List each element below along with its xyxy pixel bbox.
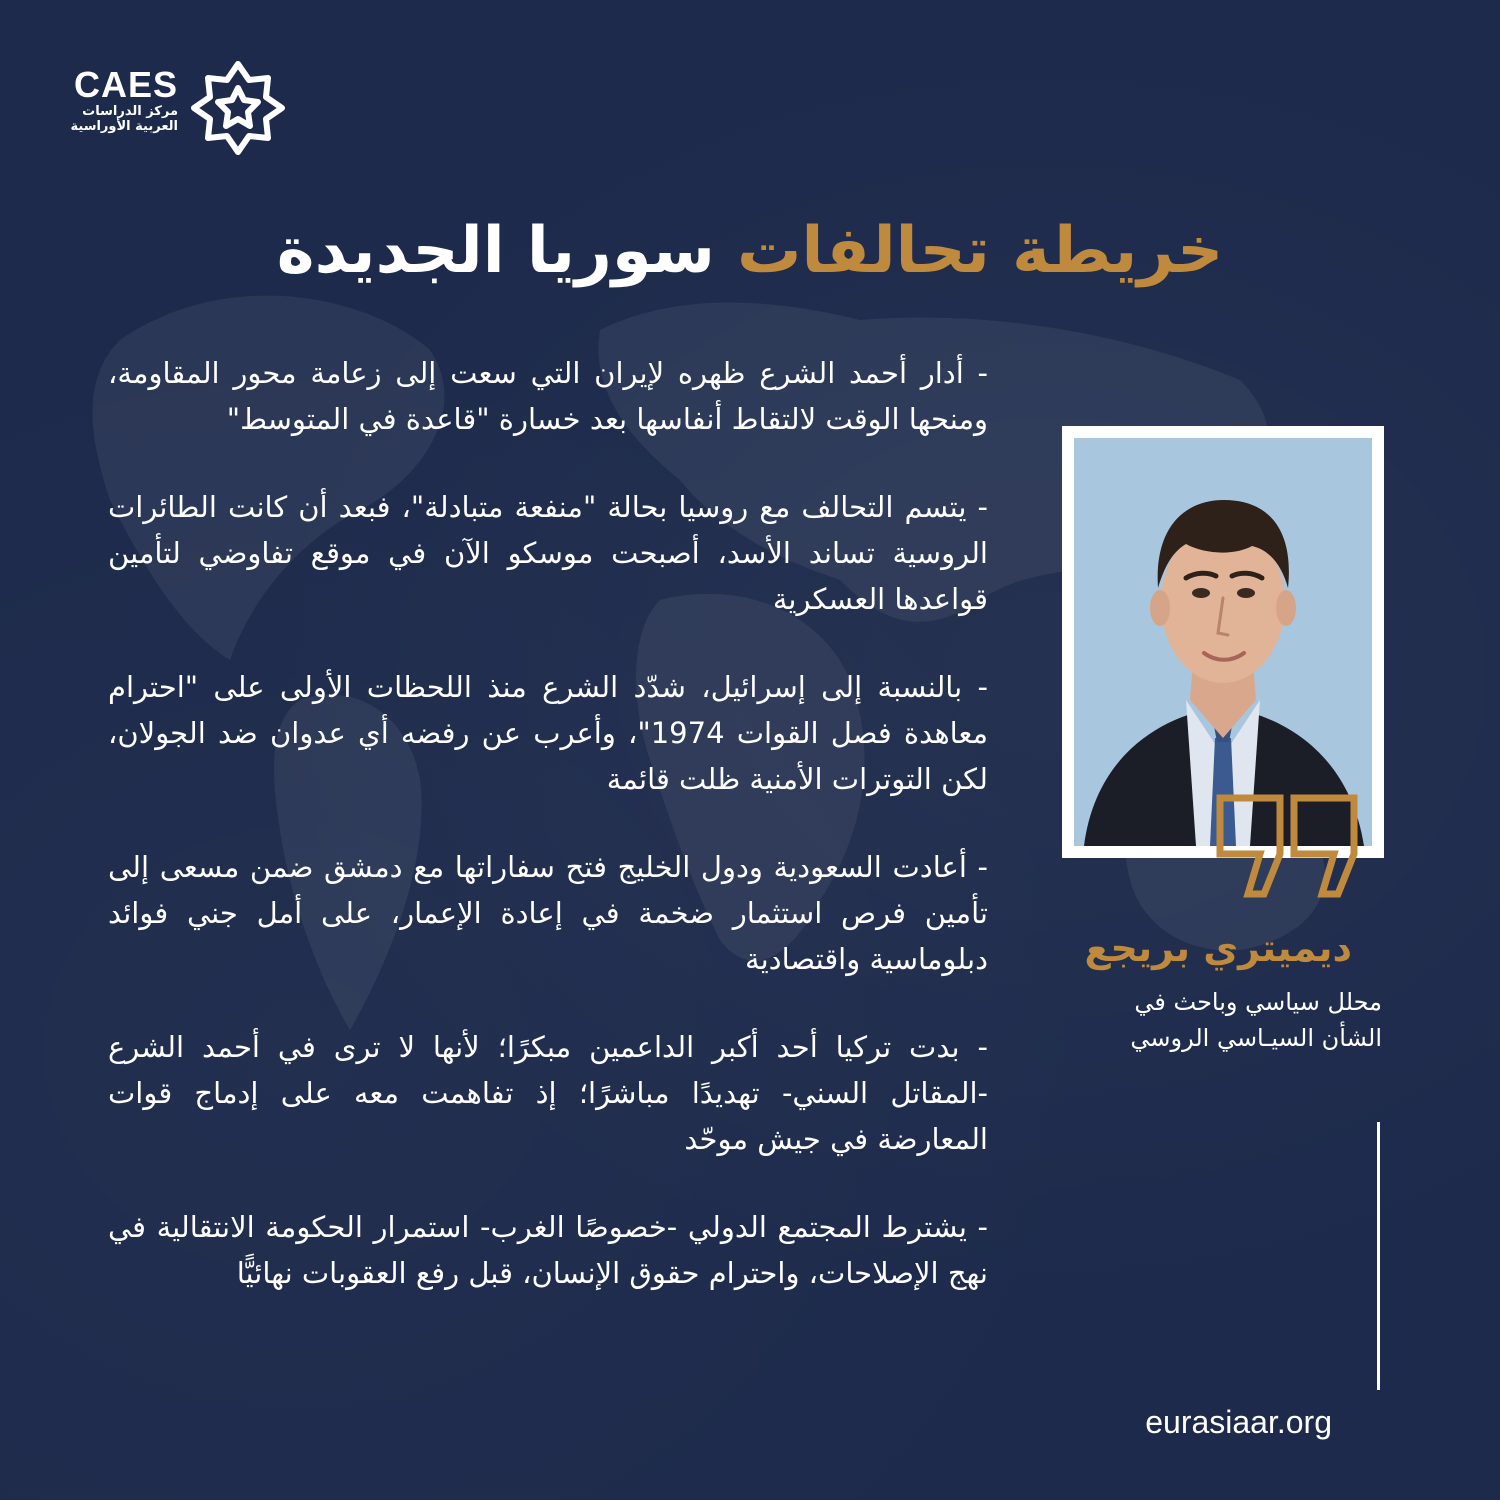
person-role	[1000, 984, 1382, 1056]
point-israel: - بالنسبة إلى إسرائيل، شدّد الشرع منذ اللحظات الأولى على "احترام معاهدة فصل القوات 1974"، وأعرب عن رفضه أي عدوان ضد الجولان، لكن التوترات الأمنية ظلت قائمة	[108, 670, 988, 796]
point-gulf: - أعادت السعودية ودول الخليج فتح سفاراتها مع دمشق ضمن مسعى إلى تأمين فرص استثمار ضخمة في إعادة الإعمار، على أمل جني فوائد دبلوماسية واقتصادية	[108, 850, 988, 976]
quote-mark-icon	[1212, 790, 1362, 900]
star-emblem-icon	[188, 58, 288, 158]
person-photo	[1074, 438, 1372, 846]
person-role-line2: الشأن السيـاسي الروسي	[1130, 1024, 1382, 1052]
point-west: - يشترط المجتمع الدولي -خصوصًا الغرب- استمرار الحكومة الانتقالية في نهج الإصلاحات، واحترام حقوق الإنسان، قبل رفع العقوبات نهائيًّا	[108, 1210, 988, 1290]
page-title	[100, 196, 1400, 306]
logo-acronym: CAES	[73, 64, 178, 105]
logo-name-line1: مركز الدراسات	[82, 104, 178, 119]
point-turkey: - بدت تركيا أحد أكبر الداعمين مبكرًا؛ لأنها لا ترى في أحمد الشرع -المقاتل السني- تهديدًا مباشرًا؛ إذ تفاهمت معه على إدماج قوات المعارضة في جيش موحّد	[108, 1030, 988, 1156]
title-main: سوريا الجديدة	[276, 214, 715, 288]
caes-logo[interactable]	[60, 58, 300, 158]
person-role-line1: محلل سياسي وباحث في	[1134, 988, 1382, 1016]
logo-text	[60, 66, 178, 134]
vertical-divider	[1377, 1122, 1380, 1390]
point-iran: - أدار أحمد الشرع ظهره لإيران التي سعت إلى زعامة محور المقاومة، ومنحها الوقت لالتقاط أنفاسها بعد خسارة "قاعدة في المتوسط"	[108, 356, 988, 436]
logo-name-line2: العربية الأوراسية	[70, 119, 178, 134]
alliance-points	[108, 350, 988, 1338]
point-russia: - يتسم التحالف مع روسيا بحالة "منفعة متبادلة"، فبعد أن كانت الطائرات الروسية تساند الأسد، أصبحت موسكو الآن في موقع تفاوضي لتأمين قواعدها العسكرية	[108, 490, 988, 616]
website-link[interactable]: eurasiaar.org	[1145, 1404, 1332, 1440]
person-name: ديميتري بريجع	[1084, 926, 1352, 970]
title-accent: خريطة تحالفات	[737, 214, 1224, 288]
portrait-illustration	[1074, 438, 1372, 846]
